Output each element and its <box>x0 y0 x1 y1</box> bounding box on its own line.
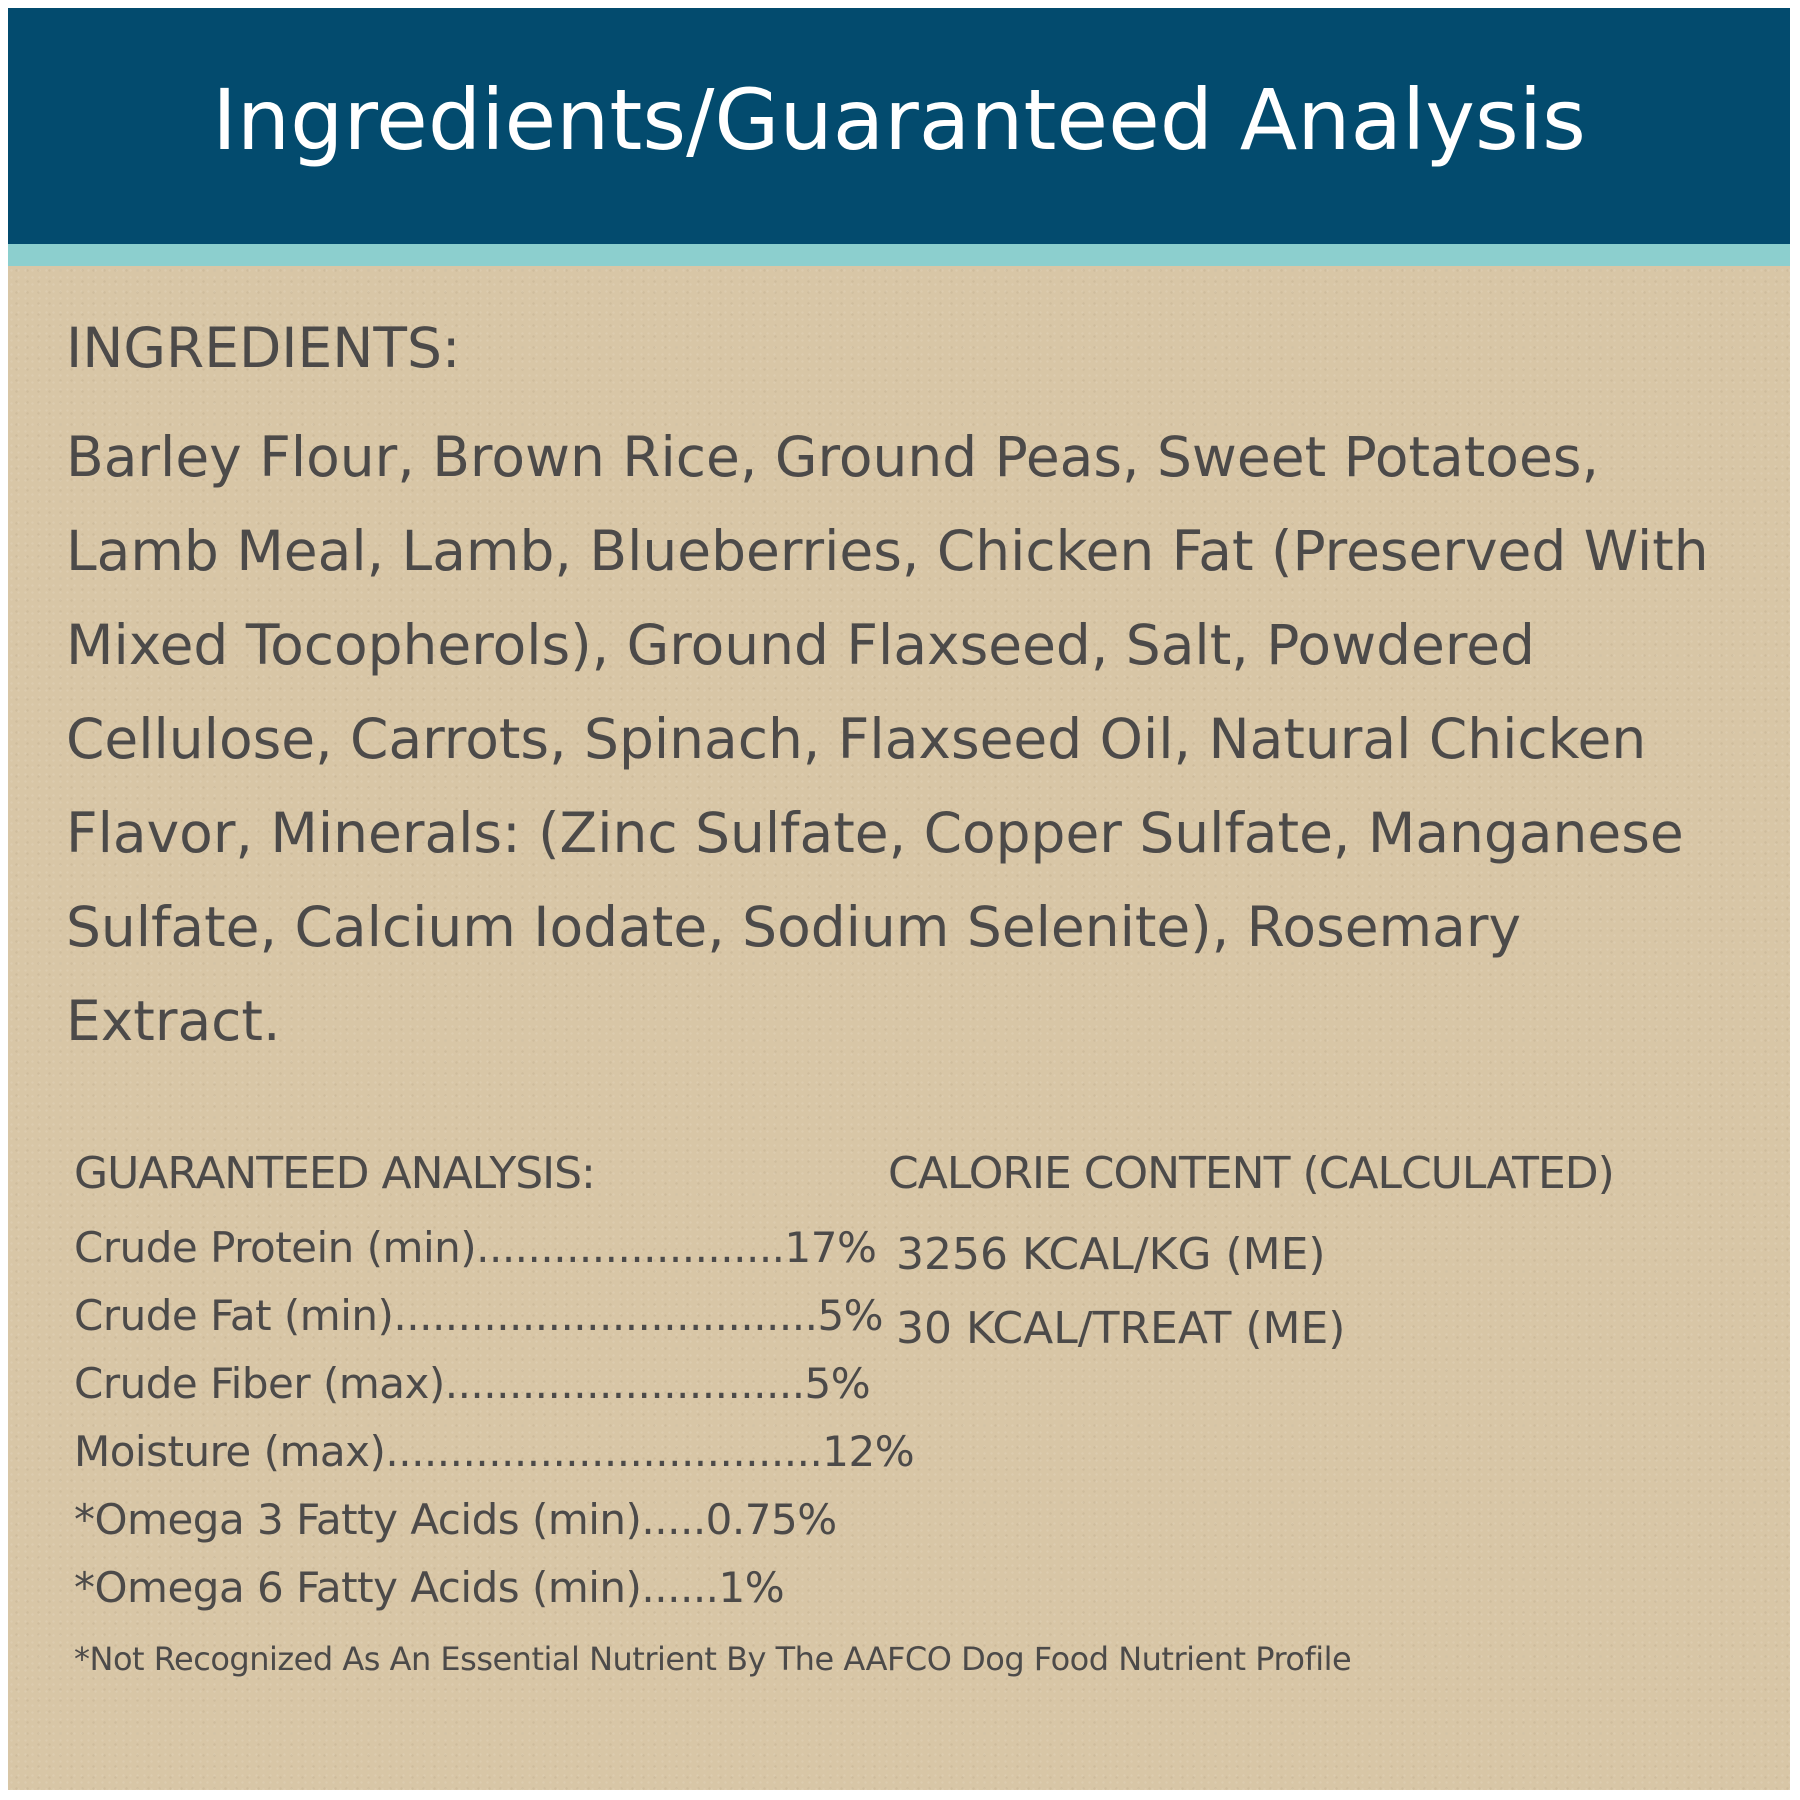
analysis-row-crude-protein: Crude Protein (min)........................17% <box>74 1223 877 1272</box>
guaranteed-analysis-heading: GUARANTEED ANALYSIS: <box>74 1148 595 1199</box>
header-banner <box>8 8 1790 244</box>
footnote: *Not Recognized As An Essential Nutrient By The AAFCO Dog Food Nutrient Profile <box>74 1640 1352 1678</box>
ingredients-heading: INGREDIENTS: <box>66 316 461 380</box>
analysis-row-crude-fat: Crude Fat (min).................................5% <box>74 1291 884 1340</box>
guaranteed-analysis-section <box>74 1146 915 1622</box>
label-panel <box>8 8 1790 1790</box>
ingredients-section <box>66 318 1726 1068</box>
calorie-row-per-kg: 3256 KCAL/KG (ME) <box>896 1229 1326 1280</box>
analysis-row-crude-fiber: Crude Fiber (max)............................5% <box>74 1359 871 1408</box>
analysis-row-omega-3: *Omega 3 Fatty Acids (min).....0.75% <box>74 1495 837 1544</box>
analysis-row-moisture: Moisture (max)..................................12% <box>74 1427 915 1476</box>
calorie-row-per-treat: 30 KCAL/TREAT (ME) <box>896 1303 1346 1354</box>
header-accent-stripe <box>8 244 1790 266</box>
page-title: Ingredients/Guaranteed Analysis <box>212 71 1586 169</box>
calorie-content-heading: CALORIE CONTENT (CALCULATED) <box>888 1148 1614 1199</box>
ingredients-list: Barley Flour, Brown Rice, Ground Peas, Sweet Potatoes, Lamb Meal, Lamb, Blueberries, Chicken Fat (Preserved With Mixed Tocopherols), Ground Flaxseed, Salt, Powdered Cellulose, Carrots, Spinach, Flaxseed Oil, Natural Chicken Flavor, Minerals: (Zinc Sulfate, Copper Sulfate, Manganese Sulfate, Calcium Iodate, Sodium Selenite), Rosemary Extract. <box>66 425 1709 1053</box>
analysis-row-omega-6: *Omega 6 Fatty Acids (min)......1% <box>74 1563 785 1612</box>
calorie-content-section <box>888 1146 1748 1366</box>
